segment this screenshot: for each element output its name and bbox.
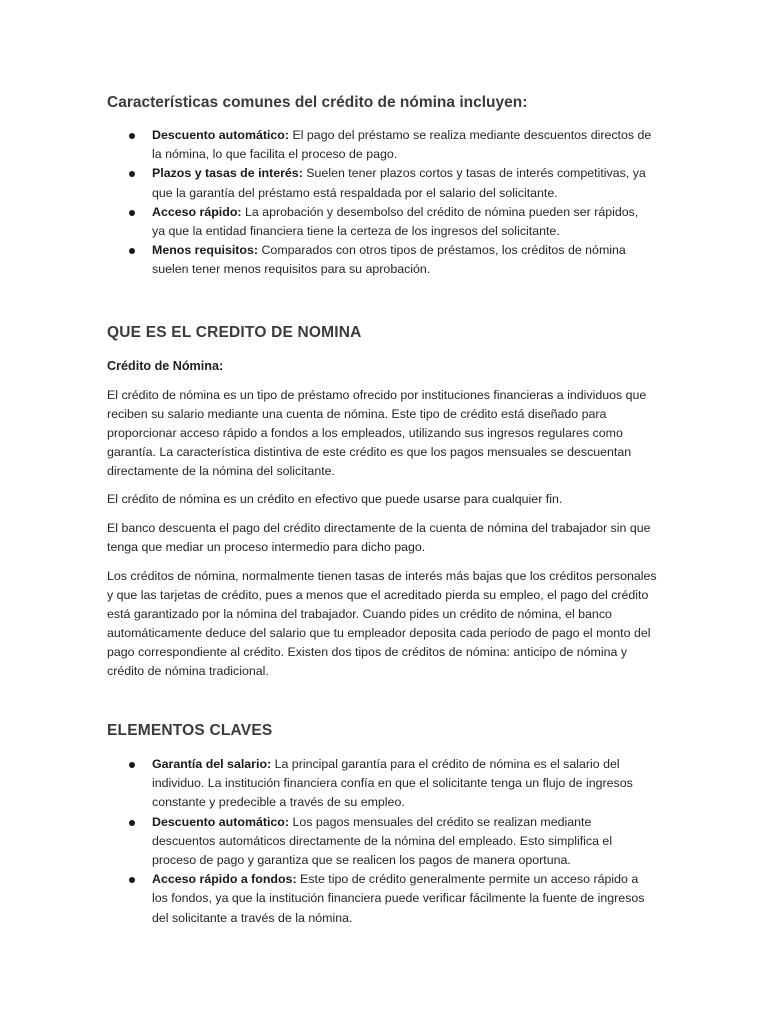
paragraph-4-wrap bbox=[107, 567, 663, 681]
list-item-term: Descuento automático: bbox=[152, 814, 290, 829]
paragraph-3-wrap bbox=[107, 519, 663, 557]
section-caracteristicas bbox=[107, 93, 667, 113]
list-item-term: Menos requisitos: bbox=[152, 243, 259, 258]
list-item-text: Los pagos mensuales del crédito se realizan mediante descuentos automáticos directamente de la nómina del empleado. Esto simplifica el proceso de pago y garantiza que se realicen los pagos de manera oportuna. bbox=[152, 814, 613, 868]
bullet-icon bbox=[129, 877, 135, 883]
section-que-es bbox=[107, 323, 667, 343]
list-item-term: Acceso rápido: bbox=[152, 204, 242, 219]
list-item-term: Descuento automático: bbox=[152, 128, 290, 142]
list-item-text: Este tipo de crédito generalmente permite un acceso rápido a los fondos, ya que la institución financiera puede verificar fácilmente la fuente de ingresos del solicitante a través de la nómina. bbox=[152, 872, 645, 925]
paragraph-2-wrap bbox=[107, 490, 663, 509]
list-item bbox=[107, 755, 652, 813]
bullet-icon bbox=[129, 133, 135, 139]
paragraph: El banco descuenta el pago del crédito directamente de la cuenta de nómina del trabajador sin que tenga que mediar un proceso intermedio para dicho pago. bbox=[107, 521, 651, 554]
paragraph: El crédito de nómina es un crédito en efectivo que puede usarse para cualquier fin. bbox=[107, 492, 563, 506]
list-item bbox=[107, 241, 652, 279]
paragraph-1-wrap bbox=[107, 386, 663, 481]
list-item bbox=[107, 870, 652, 928]
list-item bbox=[107, 164, 652, 202]
elementos-list bbox=[107, 755, 652, 928]
section-elementos bbox=[107, 721, 667, 741]
subheading: Crédito de Nómina: bbox=[107, 359, 224, 373]
list-item-term: Acceso rápido a fondos: bbox=[152, 872, 297, 887]
caracteristicas-list-wrap bbox=[107, 126, 652, 280]
list-item-text: La aprobación y desembolso del crédito de nómina pueden ser rápidos, ya que la entidad financiera tiene la certeza de los ingresos del solicitante. bbox=[152, 204, 639, 239]
list-item bbox=[107, 126, 652, 164]
list-item-text: La principal garantía para el crédito de nómina es el salario del individuo. La institución financiera confía en que el solicitante tenga un flujo de ingresos constante y predecible a través de su empleo. bbox=[152, 757, 633, 810]
elementos-list-wrap bbox=[107, 755, 652, 928]
caracteristicas-list bbox=[107, 126, 652, 280]
section-heading: ELEMENTOS CLAVES bbox=[107, 722, 273, 739]
bullet-icon bbox=[129, 248, 135, 254]
paragraph: Los créditos de nómina, normalmente tienen tasas de interés más bajas que los créditos personales y que las tarjetas de crédito, pues a menos que el acreditado pierda su empleo, el pago del crédito está garantizado por la nómina del trabajador. Cuando pides un crédito de nómina, el banco automáticamente deduce del salario que tu empleador deposita cada periodo de pago el monto del pago correspondiente al crédito. Existen dos tipos de créditos de nómina: anticipo de nómina y crédito de nómina tradicional. bbox=[107, 569, 657, 678]
bullet-icon bbox=[129, 762, 135, 768]
section-heading: Características comunes del crédito de nómina incluyen: bbox=[107, 94, 528, 111]
list-item-term: Garantía del salario: bbox=[152, 757, 272, 771]
list-item-text: Comparados con otros tipos de préstamos, los créditos de nómina suelen tener menos requisitos para su aprobación. bbox=[152, 243, 626, 277]
bullet-icon bbox=[129, 820, 135, 826]
subheading-wrap bbox=[107, 357, 667, 375]
list-item-term: Plazos y tasas de interés: bbox=[152, 166, 303, 181]
paragraph: El crédito de nómina es un tipo de préstamo ofrecido por instituciones financieras a individuos que reciben su salario mediante una cuenta de nómina. Este tipo de crédito está diseñado para proporcionar acceso rápido a fondos a los empleados, utilizando sus ingresos regulares como garantía. La característica distintiva de este crédito es que los pagos mensuales se descuentan directamente de la nómina del solicitante. bbox=[107, 388, 647, 478]
bullet-icon bbox=[129, 171, 135, 177]
list-item-text: El pago del préstamo se realiza mediante descuentos directos de la nómina, lo que facilita el proceso de pago. bbox=[152, 128, 652, 162]
list-item bbox=[107, 813, 652, 871]
list-item-text: Suelen tener plazos cortos y tasas de interés competitivas, ya que la garantía del préstamo está respaldada por el salario del solicitante. bbox=[152, 166, 646, 200]
list-item bbox=[107, 203, 652, 241]
bullet-icon bbox=[129, 210, 135, 216]
section-heading: QUE ES EL CREDITO DE NOMINA bbox=[107, 324, 362, 341]
